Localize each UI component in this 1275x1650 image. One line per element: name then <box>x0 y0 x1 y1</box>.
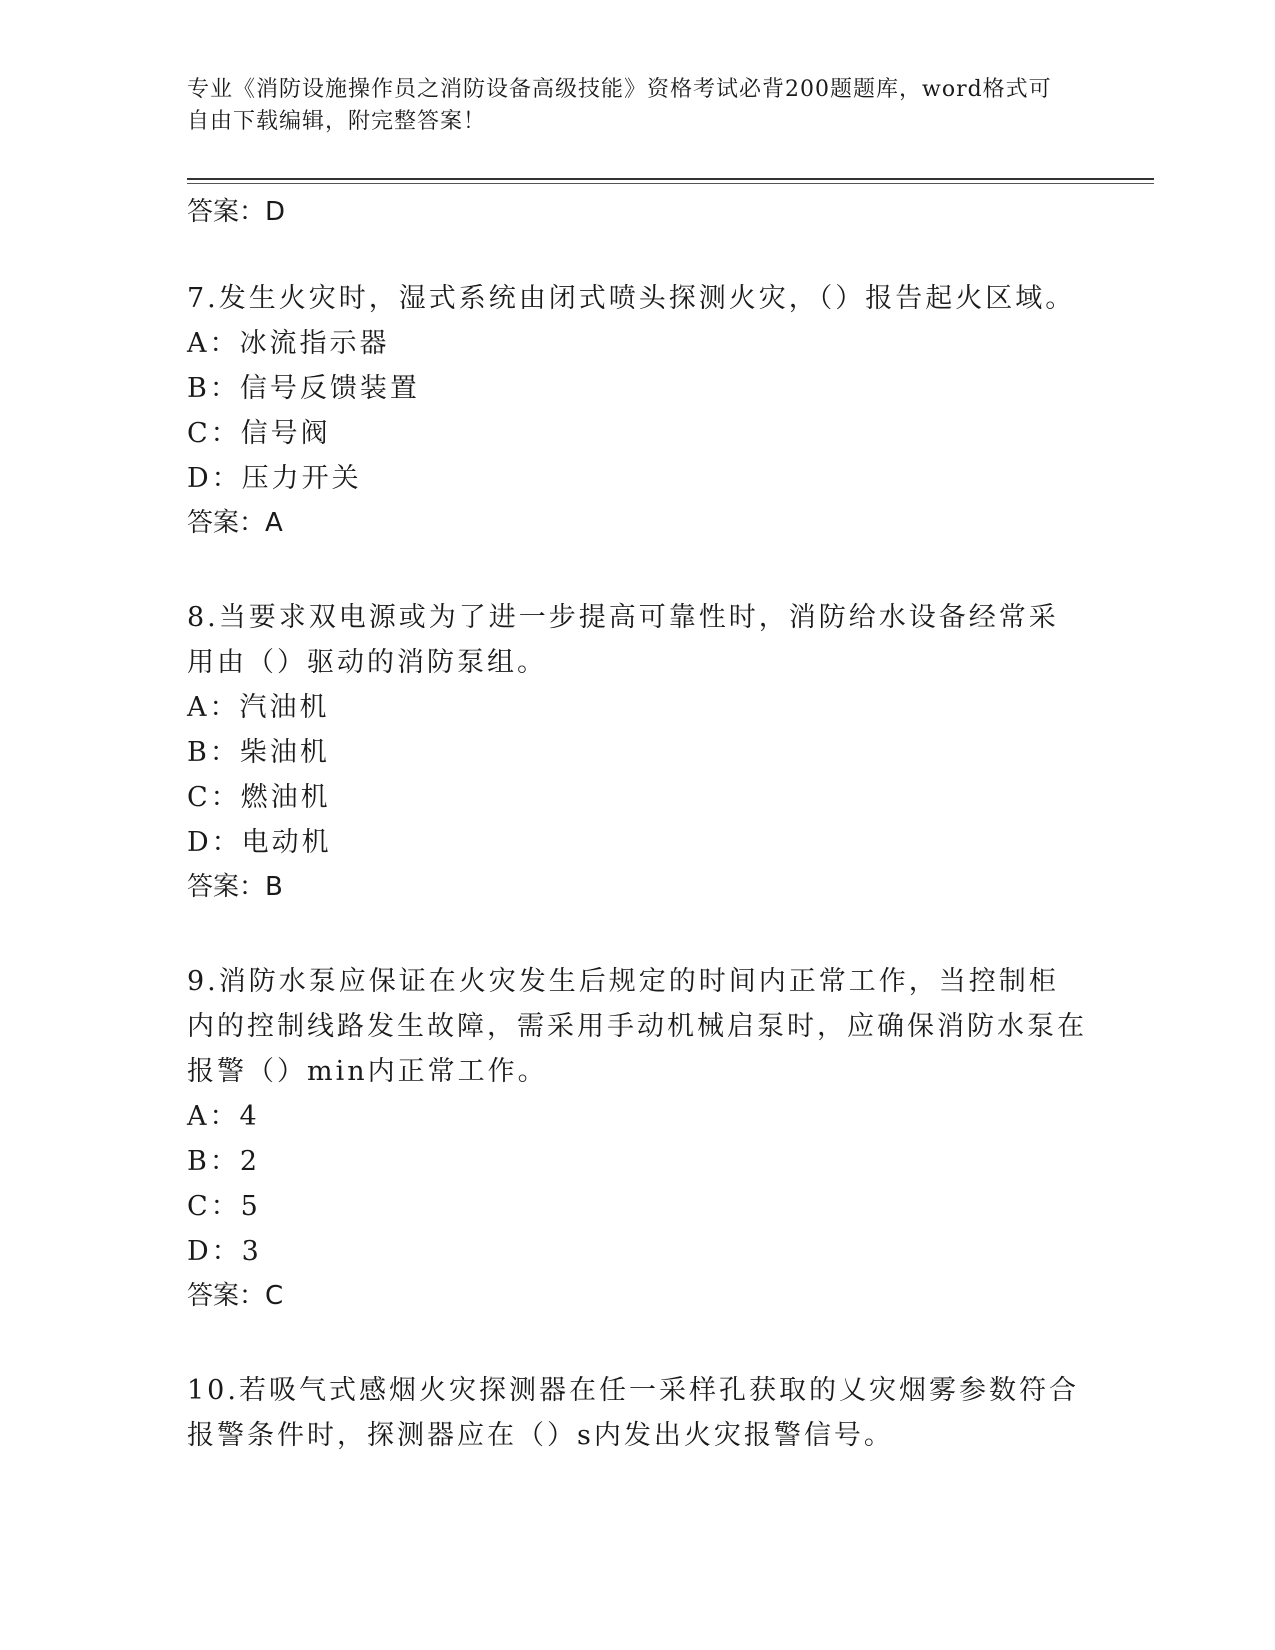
option-c: C：信号阀 <box>187 418 331 449</box>
answer-line: 答案：D <box>187 197 286 227</box>
option-d: D：3 <box>187 1236 262 1267</box>
question-text: 9.消防水泵应保证在火灾发生后规定的时间内正常工作，当控制柜内的控制线路发生故障，需采用手动机械启泵时，应确保消防水泵在报警（）min内正常工作。 <box>187 966 1087 1087</box>
header-divider-thick <box>187 178 1154 180</box>
spacer <box>187 909 1087 959</box>
option-b: B：柴油机 <box>187 737 330 768</box>
question-text: 8.当要求双电源或为了进一步提高可靠性时，消防给水设备经常采用由（）驱动的消防泵组。 <box>187 602 1059 678</box>
question-block <box>187 959 1087 1318</box>
question-block <box>187 1368 1087 1458</box>
option-b: B：信号反馈装置 <box>187 373 420 404</box>
answer-line: 答案：B <box>187 872 283 902</box>
option-d: D：压力开关 <box>187 463 362 494</box>
document-header <box>187 74 1067 138</box>
option-c: C：燃油机 <box>187 782 331 813</box>
spacer <box>187 234 1087 276</box>
question-block <box>187 595 1087 909</box>
header-text: 专业《消防设施操作员之消防设备高级技能》资格考试必背200题题库，word格式可自由下载编辑，附完整答案！ <box>187 77 1052 134</box>
question-block <box>187 276 1087 545</box>
option-d: D：电动机 <box>187 827 332 858</box>
option-a: A：4 <box>187 1101 260 1132</box>
option-a: A：冰流指示器 <box>187 328 390 359</box>
question-text: 10.若吸气式感烟火灾探测器在任一采样孔获取的乂灾烟雾参数符合报警条件时，探测器应在（）s内发出火灾报警信号。 <box>187 1375 1079 1451</box>
question-text: 7.发生火灾时，湿式系统由闭式喷头探测火灾，（）报告起火区域。 <box>187 283 1076 314</box>
option-a: A：汽油机 <box>187 692 330 723</box>
spacer <box>187 545 1087 595</box>
answer-line: 答案：A <box>187 508 283 538</box>
document-body <box>187 190 1087 1458</box>
spacer <box>187 1318 1087 1368</box>
option-c: C：5 <box>187 1191 261 1222</box>
option-b: B：2 <box>187 1146 261 1177</box>
answer-line: 答案：C <box>187 1281 284 1311</box>
header-divider-thin <box>187 183 1154 184</box>
